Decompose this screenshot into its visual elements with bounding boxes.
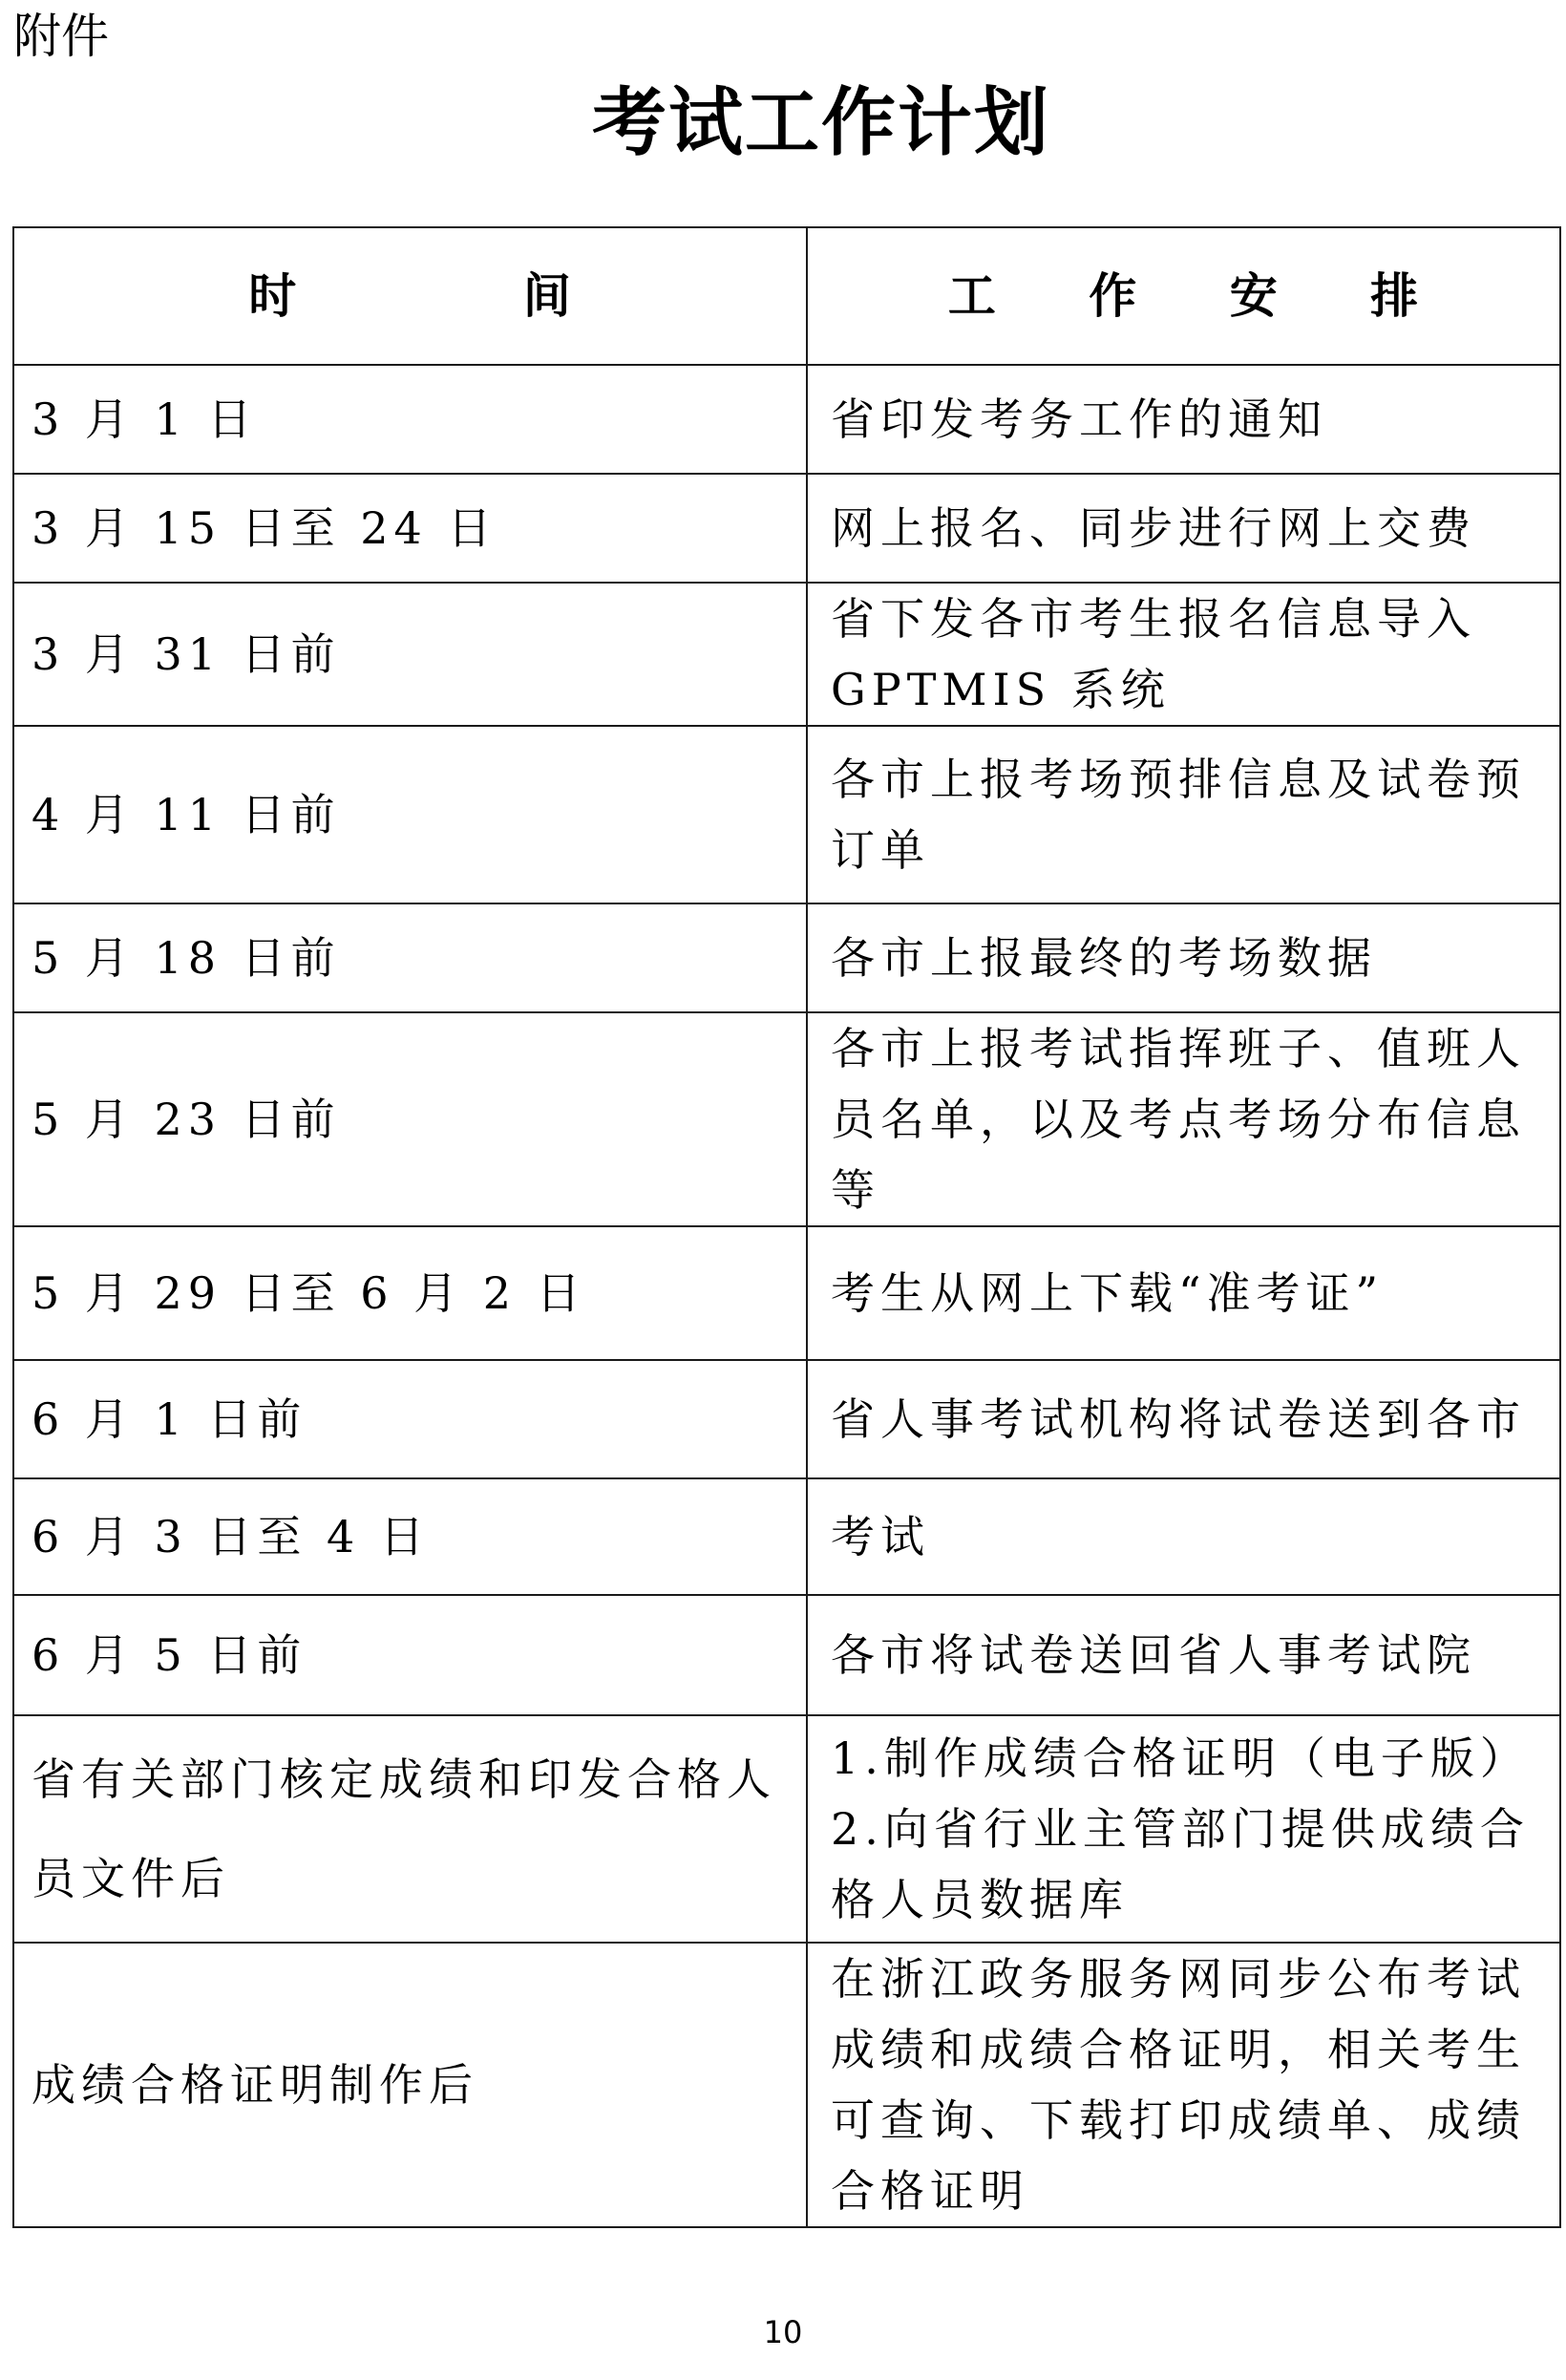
work-cell — [807, 1360, 1560, 1478]
work-cell — [807, 1595, 1560, 1715]
time-cell: 4 月 11 日前 — [13, 726, 807, 903]
work-cell — [807, 1012, 1560, 1226]
work-line: 考试 — [831, 1511, 930, 1562]
time-cell: 3 月 31 日前 — [13, 583, 807, 726]
table-row — [13, 1715, 1560, 1943]
work-line: 网上报名、同步进行网上交费 — [831, 502, 1476, 554]
page-number: 10 — [763, 2314, 803, 2350]
table-row — [13, 1943, 1560, 2227]
work-cell — [807, 1715, 1560, 1943]
table-row — [13, 583, 1560, 726]
work-cell — [807, 1943, 1560, 2227]
time-cell: 5 月 18 日前 — [13, 903, 807, 1012]
work-line: 1.制作成绩合格证明（电子版） — [831, 1732, 1530, 1784]
work-line: 省印发考务工作的通知 — [831, 393, 1327, 445]
table-row — [13, 1595, 1560, 1715]
header-time: 时 间 — [13, 227, 807, 365]
work-cell — [807, 903, 1560, 1012]
time-cell: 3 月 1 日 — [13, 365, 807, 474]
work-plan-table — [12, 226, 1561, 2228]
work-cell — [807, 1478, 1560, 1595]
table-row — [13, 1012, 1560, 1226]
header-work-arrangement: 工 作 安 排 — [807, 227, 1560, 365]
table-header-row — [13, 227, 1560, 365]
table-row — [13, 726, 1560, 903]
work-line: 在浙江政务服务网同步公布考试成绩和成绩合格证明，相关考生可查询、下载打印成绩单、成绩合格证明 — [831, 1953, 1526, 2217]
work-cell — [807, 1226, 1560, 1360]
time-cell: 6 月 1 日前 — [13, 1360, 807, 1478]
table-body — [13, 365, 1560, 2227]
work-line: 各市上报最终的考场数据 — [831, 932, 1377, 984]
work-line: 各市上报考场预排信息及试卷预订单 — [831, 754, 1526, 876]
table-row — [13, 474, 1560, 583]
work-cell — [807, 726, 1560, 903]
document-title: 考试工作计划 — [591, 79, 1050, 166]
work-line: 各市上报考试指挥班子、值班人员名单，以及考点考场分布信息等 — [831, 1023, 1526, 1216]
time-cell: 成绩合格证明制作后 — [13, 1943, 807, 2227]
time-cell: 6 月 3 日至 4 日 — [13, 1478, 807, 1595]
time-cell: 6 月 5 日前 — [13, 1595, 807, 1715]
table-row — [13, 1360, 1560, 1478]
annex-label: 附件 — [13, 9, 109, 64]
time-cell: 3 月 15 日至 24 日 — [13, 474, 807, 583]
table-row — [13, 365, 1560, 474]
table-row — [13, 1478, 1560, 1595]
time-cell: 5 月 29 日至 6 月 2 日 — [13, 1226, 807, 1360]
table-row — [13, 903, 1560, 1012]
work-line: 省下发各市考生报名信息导入 GPTMIS 系统 — [831, 593, 1476, 715]
table-row — [13, 1226, 1560, 1360]
work-line: 2.向省行业主管部门提供成绩合格人员数据库 — [831, 1803, 1530, 1925]
work-line: 各市将试卷送回省人事考试院 — [831, 1629, 1476, 1681]
work-cell — [807, 583, 1560, 726]
work-line: 考生从网上下载“准考证” — [831, 1267, 1385, 1319]
work-cell — [807, 365, 1560, 474]
time-cell: 5 月 23 日前 — [13, 1012, 807, 1226]
work-cell — [807, 474, 1560, 583]
time-cell: 省有关部门核定成绩和印发合格人员文件后 — [13, 1715, 807, 1943]
work-line: 省人事考试机构将试卷送到各市 — [831, 1393, 1526, 1445]
